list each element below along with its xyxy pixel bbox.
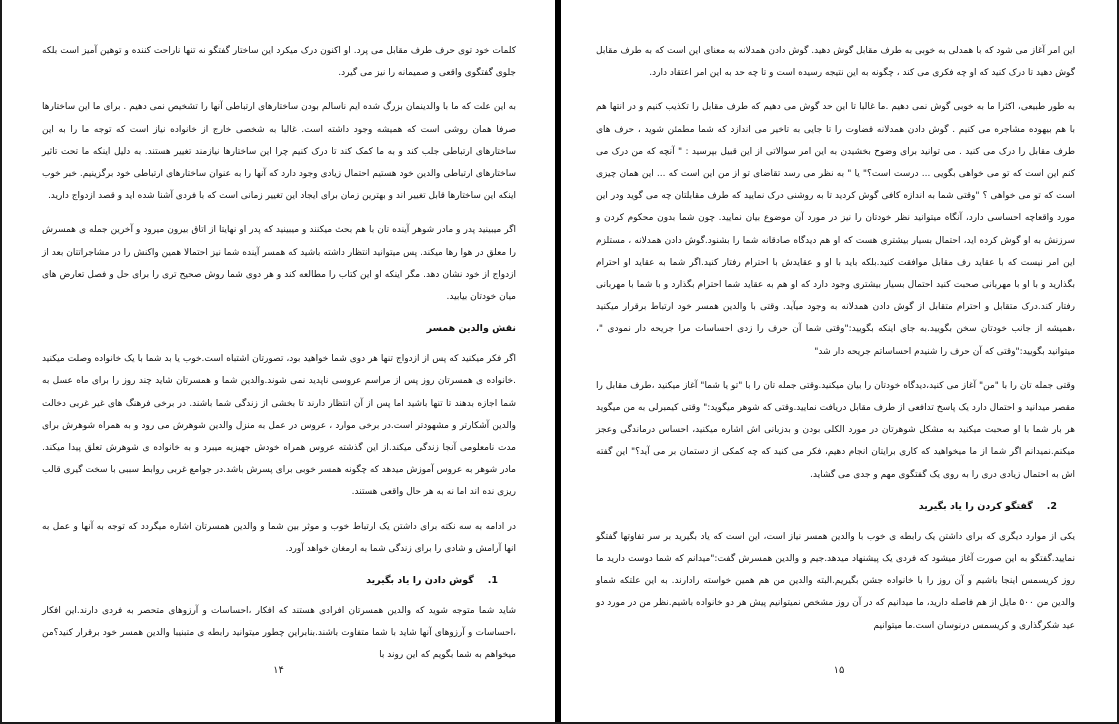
document-page-14 xyxy=(2,0,555,722)
numbered-heading xyxy=(596,498,1057,516)
paragraph: اگر میبینید پدر و مادر شوهر آینده تان با هم بحث میکنند و میبینید که پدر او نهایتا از اتاق بیرون میرود و آخرین جمله ی همسرش را معلق در هوا رها میکند. پس میتوانید انتظار داشته باشید که همسر آینده شما نیز احتمالا همین واکنش را در مشاجراتتان بعد از ازدواج از خود نشان دهد. مگر اینکه او این کتاب را مطالعه کند و هر دوی شما روش صحیح تری را برای حل و فصل تعارض های میان خودتان بیابید. xyxy=(42,225,516,303)
heading-number: 2. xyxy=(1046,500,1057,512)
heading-number: 1. xyxy=(487,575,498,587)
paragraph: یکی از موارد دیگری که برای داشتن یک رابطه ی خوب با والدین همسر نیاز است، این است که یاد بگیرید بر سر تفاوتها گفتگو نمایید.گفتگو به این صورت آغاز میشود که فردی یک پیشنهاد میدهد.جیم و والدین همسرش گفت:"میدانم که شما دوست دارید ما روز کریسمس اینجا باشیم و آن روز را با خانواده جشن بگیریم.البته والدین من هم همین خواسته رادارند. به این علتکه شماو والدین من ۵۰۰ مایل از هم فاصله دارید، ما میدانیم که در آن روز مشخص نمیتوانیم پیش هر دو خانواده باشیم.نظر من در مورد دو عید شکرگذاری و کریسمس درنوسان است.ما میتوانیم xyxy=(596,531,1076,631)
heading-text: گفتگو کردن را یاد بگیرید xyxy=(918,500,1033,512)
paragraph: شاید شما متوجه شوید که والدین همسرتان افرادی هستند که افکار ،احساسات و آرزوهای متحصر به فردی دارند.این افکار ،احساسات و آرزوهای آنها شاید با شما متفاوت باشند.بنابراین چطور میتوانید رابطه ی متبنیبا والدین همسر خود برقرار کنید؟من میخواهم به شما بگویم که این روند با xyxy=(42,606,516,661)
numbered-heading xyxy=(42,572,498,590)
heading-text: گوش دادن را یاد بگیرید xyxy=(366,575,474,587)
paragraph: این امر آغاز می شود که با همدلی به خوبی به طرف مقابل گوش دهید. گوش دادن همدلانه به معنای این است که به طرف مقابل گوش دهید تا درک کنید که او چه فکری می کند ، چگونه به این نتیجه رسیده است و تا چه حد به این امر اعتقاد دارد. xyxy=(596,46,1075,79)
paragraph: به طور طبیعی، اکثرا ما به خوبی گوش نمی دهیم .ما غالبا تا این حد گوش می دهیم که طرف مقابل را تکذیب کنیم و در انتها هم با هم بیهوده مشاجره می کنیم . گوش دادن همدلانه قضاوت را تا جایی به تاخیر می اندازد که شما مطمئن شوید ، حرف های طرف مقابل را درک می کنید . می توانید برای وضوح بخشیدن به این امر سوالاتی از این قبیل بپرسید : " آنچه که من درک می کنم این است که تو می خواهی بگویی ... درست است؟" یا " به نظر می رسد تقاضای تو از من این است که ... این همان چیزی است که تو می خواهی ؟ "وقتی شما به اندازه کافی گوش کردید تا به روشنی درک نمایید که طرف مقابلتان چه می گوید ودر این مورد واقعاچه احساسی دارد، آنگاه میتوانید نظر خودتان را نیز در مورد آن موضوع بیان نمایید. چون شما بدون محکوم کردن و سرزنش به او گوش کرده اید، احتمال بسیار بیشتری هست که او هم دیدگاه صادقانه شما را بشنود.گوش دادن همدلانه ، مستلزم این امر نیست که با عقاید رف مقابل موافقت کنید.بلکه باید با او و عقایدش با احترام رفتار کنید.اگر شما به عقاید او احترام بگذارید و با او با مهربانی صحبت کنید احتمال بسیار بیشتری وجود دارد که او هم به عقاید شما احترام بگذارد و با شما با مهربانی رفتار کند.درک متقابل و احترام متقابل از گوش دادن همدلانه به وجود میآید. وقتی با والدین همسر خود ارتباط برقرار میکنید ،همیشه از جانب خودتان سخن بگویید.به جای اینکه بگویید:"وقتی شما آن حرف را زدی احساسات مرا جریحه دار نمودی "، میتوانید بگویید:"وقتی که آن حرف را شنیدم احساساتم جریحه دار شد" xyxy=(596,102,1075,357)
page-number: ۱۵ xyxy=(833,665,845,676)
paragraph: کلمات خود توی حرف طرف مقابل می پرد. او اکنون درک میکرد این ساختار گفتگو نه تنها ناراحت کننده و توهین آمیز است بلکه جلوی گفتگوی واقعی و صمیمانه را نیز می گیرد. xyxy=(42,46,516,79)
document-page-15 xyxy=(561,0,1117,722)
paragraph: وقتی جمله تان را با "من" آغاز می کنید،دیدگاه خودتان را بیان میکنید.وقتی جمله تان را با "تو یا شما" آغاز میکنید ،طرف مقابل را مقصر میدانید و احتمال دارد یک پاسخ تدافعی از طرف مقابل دریافت نمایید.وقتی که شوهر میگوید:" وقتی کیمبرلی به من میگوید هر بار شما با او صحبت میکنید به مشکل شوهرتان در مورد الکلی بودن و بدزبانی اش اشاره میکنید، احساس درماندگی وعجز میکنم.نمیدانم اگر شما از ما میخواهید که کاری برایتان انجام دهیم، فکر می کنید که چه کمکی از دستمان بر می آید؟" این گفته اش به احتمال زیادی دری را به روی یک گفتگوی مهم و جدی می گشاید. xyxy=(596,380,1075,480)
paragraph: اگر فکر میکنید که پس از ازدواج تنها هر دوی شما خواهید بود، تصورتان اشتباه است.خوب یا بد شما با یک خانواده وصلت میکنید .خانواده ی همسرتان روز پس از مراسم عروسی ناپدید نمی شوند.والدین شما و همسرتان شاید چند روز را برای ماه عسل به شما اجازه بدهند تا تنها باشید اما پس از آن انتظار دارند تا بخشی از زندگی شما باشند. در برخی فرهنگ های غیر غربی دخالت والدین آشکارتر و مشهودتر است.در برخی موارد ، عروس در عمل به منزل والدین شوهرش می رود و به همراه شوهرش برای مدت نامعلومی آنجا زندگی میکند.از این گذشته عروس همراه خودش جهیزیه میبرد و به خانواده ی شوهرش تعلق پیدا میکند. مادر شوهر به عروس آموزش میدهد که چگونه همسر خوبی برای پسرش باشد.در جوامع غربی روابط سببی با سخت گیری قالب ریزی نده اند اما نه به هر حال واقعی هستند. xyxy=(42,354,516,498)
paragraph: در ادامه به سه نکته برای داشتن یک ارتباط خوب و موثر بین شما و والدین همسرتان اشاره میگردد که توجه به آنها و عمل به انها آرامش و شادی را برای زندگی شما به ارمغان خواهد آورد. xyxy=(42,521,516,554)
paragraph: به این علت که ما با والدینمان بزرگ شده ایم ناسالم بودن ساختارهای ارتباطی آنها را تشخیص نمی دهیم . برای ما این ساختارها صرفا همان روشی است که همیشه وجود داشته است. غالبا به شخصی خارج از خانواده نیاز است که توجه ما را به این ساختارهای ارتباطی جلب کند و به ما کمک کند تا درک کنیم چرا این ساختارها نیازمند تغییر هستند. به دلیل اینکه ما تحت تاثیر ساختارهای ارتباطی والدین خود هستیم احتمال زیادی وجود دارد که آنها را به عنوان ساختارهای ارتباطی خود برگزینیم. خبر خوب اینکه این ساختارها قابل تغییر اند و بهترین زمان برای ایجاد این تغییر زمانی است که با فردی آشنا شده اید و قصد ازدواج دارید. xyxy=(42,102,516,202)
page-number: ۱۴ xyxy=(273,665,284,676)
section-heading: نقش والدین همسر xyxy=(426,323,516,335)
